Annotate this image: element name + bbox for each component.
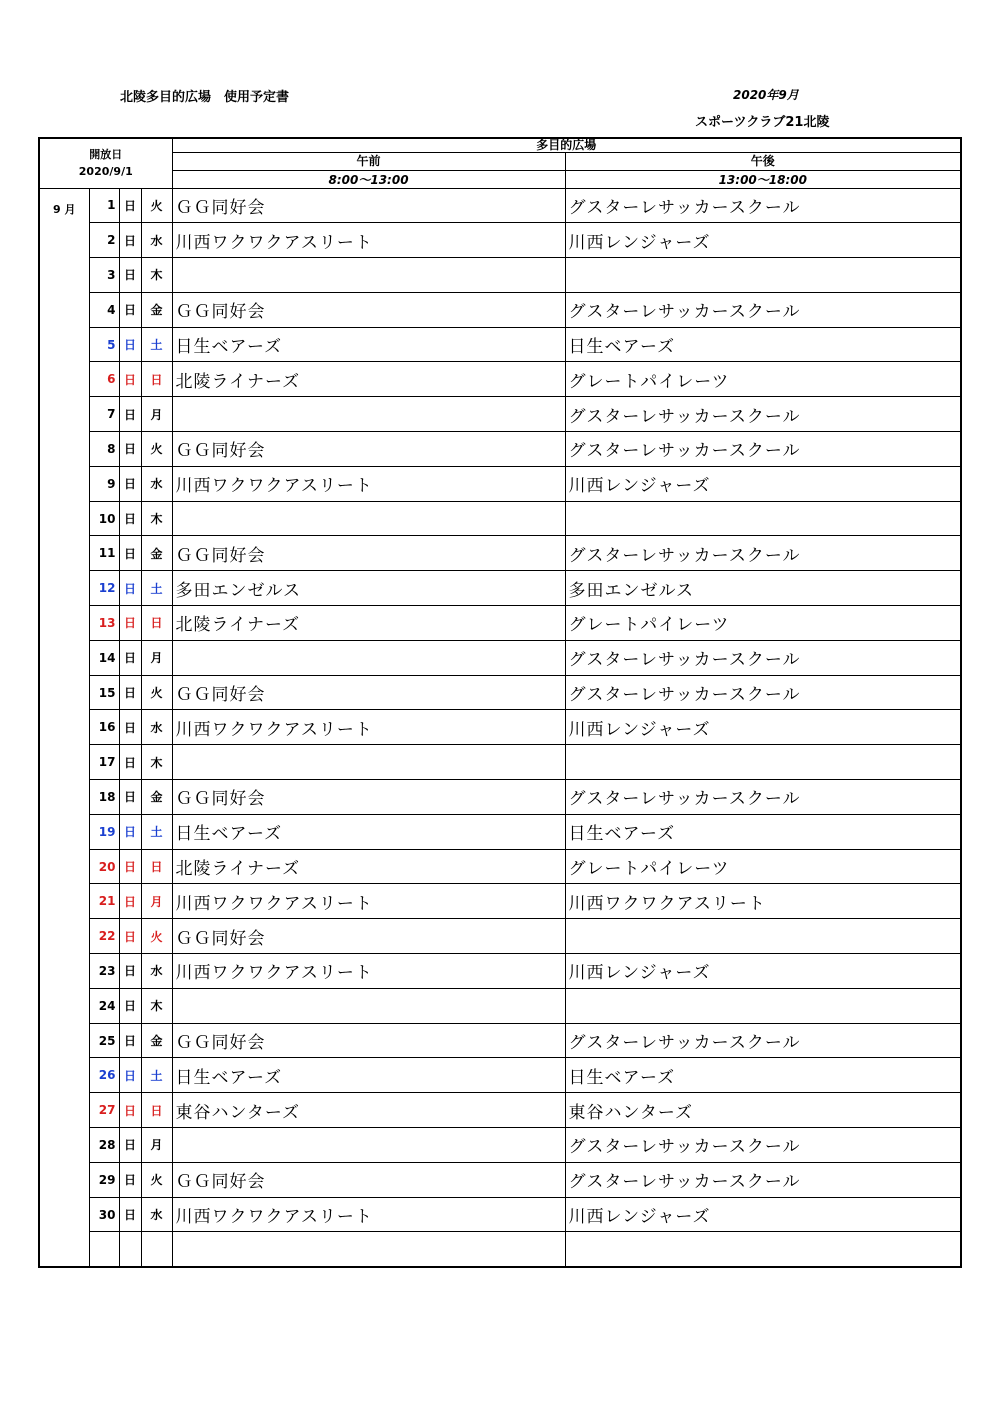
day-unit: 日: [119, 640, 141, 675]
day-number: 11: [89, 536, 119, 571]
weekday: 火: [141, 1162, 172, 1197]
table-row: [39, 258, 961, 293]
weekday: 土: [141, 327, 172, 362]
pm-booking: グスターレサッカースクール: [565, 1162, 961, 1197]
day-number: 25: [89, 1023, 119, 1058]
day-unit: 日: [119, 919, 141, 954]
day-unit: 日: [119, 1058, 141, 1093]
weekday: 金: [141, 292, 172, 327]
weekday: 日: [141, 1093, 172, 1128]
day-unit: 日: [119, 501, 141, 536]
weekday: 月: [141, 397, 172, 432]
am-booking: 川西ワクワクアスリート: [172, 710, 565, 745]
weekday: 木: [141, 745, 172, 780]
am-booking: [172, 1232, 565, 1267]
am-booking: 川西ワクワクアスリート: [172, 466, 565, 501]
pm-booking: 川西レンジャーズ: [565, 710, 961, 745]
pm-booking: グスターレサッカースクール: [565, 1023, 961, 1058]
am-booking: ＧＧ同好会: [172, 536, 565, 571]
weekday: 火: [141, 188, 172, 223]
pm-booking: グレートパイレーツ: [565, 606, 961, 641]
day-unit: 日: [119, 223, 141, 258]
pm-booking: 日生ベアーズ: [565, 814, 961, 849]
weekday: 土: [141, 1058, 172, 1093]
table-row: [39, 954, 961, 989]
am-booking: [172, 501, 565, 536]
day-number: 1: [89, 188, 119, 223]
day-number: 7: [89, 397, 119, 432]
table-row: [39, 223, 961, 258]
pm-booking: [565, 745, 961, 780]
weekday: 水: [141, 954, 172, 989]
day-number: 22: [89, 919, 119, 954]
pm-booking: 川西レンジャーズ: [565, 223, 961, 258]
weekday: 木: [141, 988, 172, 1023]
weekday: 金: [141, 780, 172, 815]
pm-booking: グスターレサッカースクール: [565, 432, 961, 467]
am-booking: [172, 397, 565, 432]
pm-booking: [565, 258, 961, 293]
open-day-date: 2020/9/1: [78, 165, 133, 179]
am-header: 午前: [172, 152, 565, 170]
day-unit: 日: [119, 745, 141, 780]
pm-booking: 川西レンジャーズ: [565, 466, 961, 501]
table-row: [39, 745, 961, 780]
day-unit: 日: [119, 432, 141, 467]
day-number: 9: [89, 466, 119, 501]
day-number: 2: [89, 223, 119, 258]
day-number: 8: [89, 432, 119, 467]
am-booking: 川西ワクワクアスリート: [172, 223, 565, 258]
pm-booking: 川西レンジャーズ: [565, 1197, 961, 1232]
table-row: [39, 919, 961, 954]
day-number: 13: [89, 606, 119, 641]
day-number: 20: [89, 849, 119, 884]
weekday: [141, 1232, 172, 1267]
day-number: 24: [89, 988, 119, 1023]
pm-booking: グスターレサッカースクール: [565, 292, 961, 327]
am-booking: ＧＧ同好会: [172, 1162, 565, 1197]
am-booking: 日生ベアーズ: [172, 1058, 565, 1093]
am-booking: ＧＧ同好会: [172, 780, 565, 815]
pm-booking: 川西ワクワクアスリート: [565, 884, 961, 919]
weekday: 火: [141, 675, 172, 710]
day-number: 12: [89, 571, 119, 606]
day-unit: 日: [119, 466, 141, 501]
am-booking: [172, 640, 565, 675]
weekday: 日: [141, 362, 172, 397]
table-row: [39, 1093, 961, 1128]
day-number: 15: [89, 675, 119, 710]
pm-header: 午後: [565, 152, 961, 170]
day-number: 3: [89, 258, 119, 293]
day-unit: 日: [119, 1093, 141, 1128]
table-row: [39, 1128, 961, 1163]
weekday: 土: [141, 814, 172, 849]
weekday: 水: [141, 710, 172, 745]
pm-booking: グスターレサッカースクール: [565, 397, 961, 432]
day-unit: 日: [119, 675, 141, 710]
pm-booking: 日生ベアーズ: [565, 327, 961, 362]
day-unit: 日: [119, 988, 141, 1023]
day-number: 14: [89, 640, 119, 675]
table-row: [39, 536, 961, 571]
day-unit: 日: [119, 780, 141, 815]
table-row: [39, 397, 961, 432]
table-row: [39, 884, 961, 919]
day-number: 6: [89, 362, 119, 397]
organization-name: スポーツクラブ21北陵: [695, 115, 830, 130]
weekday: 水: [141, 223, 172, 258]
weekday: 日: [141, 849, 172, 884]
table-row: [39, 1058, 961, 1093]
day-unit: 日: [119, 188, 141, 223]
document-date: 2020年9月: [733, 88, 799, 102]
table-row: [39, 432, 961, 467]
weekday: 水: [141, 466, 172, 501]
am-booking: [172, 1128, 565, 1163]
table-row: [39, 814, 961, 849]
pm-booking: [565, 919, 961, 954]
am-booking: ＧＧ同好会: [172, 188, 565, 223]
table-row: [39, 988, 961, 1023]
day-number: 29: [89, 1162, 119, 1197]
day-unit: [119, 1232, 141, 1267]
am-booking: 川西ワクワクアスリート: [172, 1197, 565, 1232]
day-unit: 日: [119, 258, 141, 293]
table-row: [39, 1197, 961, 1232]
weekday: 土: [141, 571, 172, 606]
table-row: [39, 466, 961, 501]
day-number: 4: [89, 292, 119, 327]
day-unit: 日: [119, 606, 141, 641]
am-booking: 北陵ライナーズ: [172, 606, 565, 641]
table-row: [39, 606, 961, 641]
day-number: 18: [89, 780, 119, 815]
day-number: 28: [89, 1128, 119, 1163]
day-number: 21: [89, 884, 119, 919]
table-row: [39, 292, 961, 327]
table-row: [39, 571, 961, 606]
open-day-label: 開放日: [89, 148, 123, 162]
weekday: 金: [141, 536, 172, 571]
weekday: 日: [141, 606, 172, 641]
table-row: [39, 780, 961, 815]
day-number: 23: [89, 954, 119, 989]
weekday: 火: [141, 919, 172, 954]
pm-booking: グスターレサッカースクール: [565, 640, 961, 675]
weekday: 月: [141, 884, 172, 919]
am-booking: ＧＧ同好会: [172, 432, 565, 467]
document-title: 北陵多目的広場 使用予定書: [120, 90, 290, 105]
pm-booking: グスターレサッカースクール: [565, 536, 961, 571]
day-number: [89, 1232, 119, 1267]
day-number: 16: [89, 710, 119, 745]
day-unit: 日: [119, 849, 141, 884]
venue-header: 多目的広場: [172, 138, 961, 152]
pm-booking: グレートパイレーツ: [565, 362, 961, 397]
am-booking: 日生ベアーズ: [172, 814, 565, 849]
am-booking: ＧＧ同好会: [172, 1023, 565, 1058]
day-unit: 日: [119, 571, 141, 606]
day-unit: 日: [119, 292, 141, 327]
weekday: 月: [141, 640, 172, 675]
day-number: 10: [89, 501, 119, 536]
am-booking: ＧＧ同好会: [172, 292, 565, 327]
am-booking: 東谷ハンターズ: [172, 1093, 565, 1128]
table-row: [39, 327, 961, 362]
table-row: [39, 640, 961, 675]
table-row: [39, 1232, 961, 1267]
pm-booking: [565, 1232, 961, 1267]
table-row: [39, 362, 961, 397]
day-unit: 日: [119, 362, 141, 397]
day-unit: 日: [119, 536, 141, 571]
pm-booking: グレートパイレーツ: [565, 849, 961, 884]
day-unit: 日: [119, 1128, 141, 1163]
weekday: 月: [141, 1128, 172, 1163]
weekday: 木: [141, 258, 172, 293]
table-row: [39, 1162, 961, 1197]
pm-booking: グスターレサッカースクール: [565, 675, 961, 710]
am-booking: 川西ワクワクアスリート: [172, 884, 565, 919]
pm-booking: 日生ベアーズ: [565, 1058, 961, 1093]
am-booking: [172, 988, 565, 1023]
pm-time-header: 13:00～18:00: [565, 170, 961, 188]
am-booking: 北陵ライナーズ: [172, 849, 565, 884]
table-row: [39, 710, 961, 745]
day-unit: 日: [119, 1023, 141, 1058]
table-row: [39, 188, 961, 223]
weekday: 水: [141, 1197, 172, 1232]
day-unit: 日: [119, 1197, 141, 1232]
am-booking: [172, 745, 565, 780]
pm-booking: [565, 501, 961, 536]
am-time-header: 8:00～13:00: [172, 170, 565, 188]
day-number: 5: [89, 327, 119, 362]
am-booking: 日生ベアーズ: [172, 327, 565, 362]
am-booking: ＧＧ同好会: [172, 675, 565, 710]
day-unit: 日: [119, 710, 141, 745]
table-row: [39, 1023, 961, 1058]
day-unit: 日: [119, 1162, 141, 1197]
day-number: 30: [89, 1197, 119, 1232]
table-row: [39, 849, 961, 884]
schedule-table: [38, 137, 962, 1268]
weekday: 木: [141, 501, 172, 536]
pm-booking: グスターレサッカースクール: [565, 188, 961, 223]
am-booking: 川西ワクワクアスリート: [172, 954, 565, 989]
month-label: 9 月: [39, 188, 89, 1267]
am-booking: ＧＧ同好会: [172, 919, 565, 954]
pm-booking: グスターレサッカースクール: [565, 780, 961, 815]
day-unit: 日: [119, 884, 141, 919]
open-day-header: [39, 138, 172, 188]
day-number: 19: [89, 814, 119, 849]
day-unit: 日: [119, 327, 141, 362]
day-number: 17: [89, 745, 119, 780]
am-booking: 北陵ライナーズ: [172, 362, 565, 397]
pm-booking: [565, 988, 961, 1023]
pm-booking: 東谷ハンターズ: [565, 1093, 961, 1128]
weekday: 金: [141, 1023, 172, 1058]
day-unit: 日: [119, 954, 141, 989]
day-unit: 日: [119, 814, 141, 849]
pm-booking: 多田エンゼルス: [565, 571, 961, 606]
day-number: 26: [89, 1058, 119, 1093]
table-row: [39, 675, 961, 710]
day-number: 27: [89, 1093, 119, 1128]
pm-booking: グスターレサッカースクール: [565, 1128, 961, 1163]
am-booking: 多田エンゼルス: [172, 571, 565, 606]
pm-booking: 川西レンジャーズ: [565, 954, 961, 989]
day-unit: 日: [119, 397, 141, 432]
table-row: [39, 501, 961, 536]
am-booking: [172, 258, 565, 293]
weekday: 火: [141, 432, 172, 467]
